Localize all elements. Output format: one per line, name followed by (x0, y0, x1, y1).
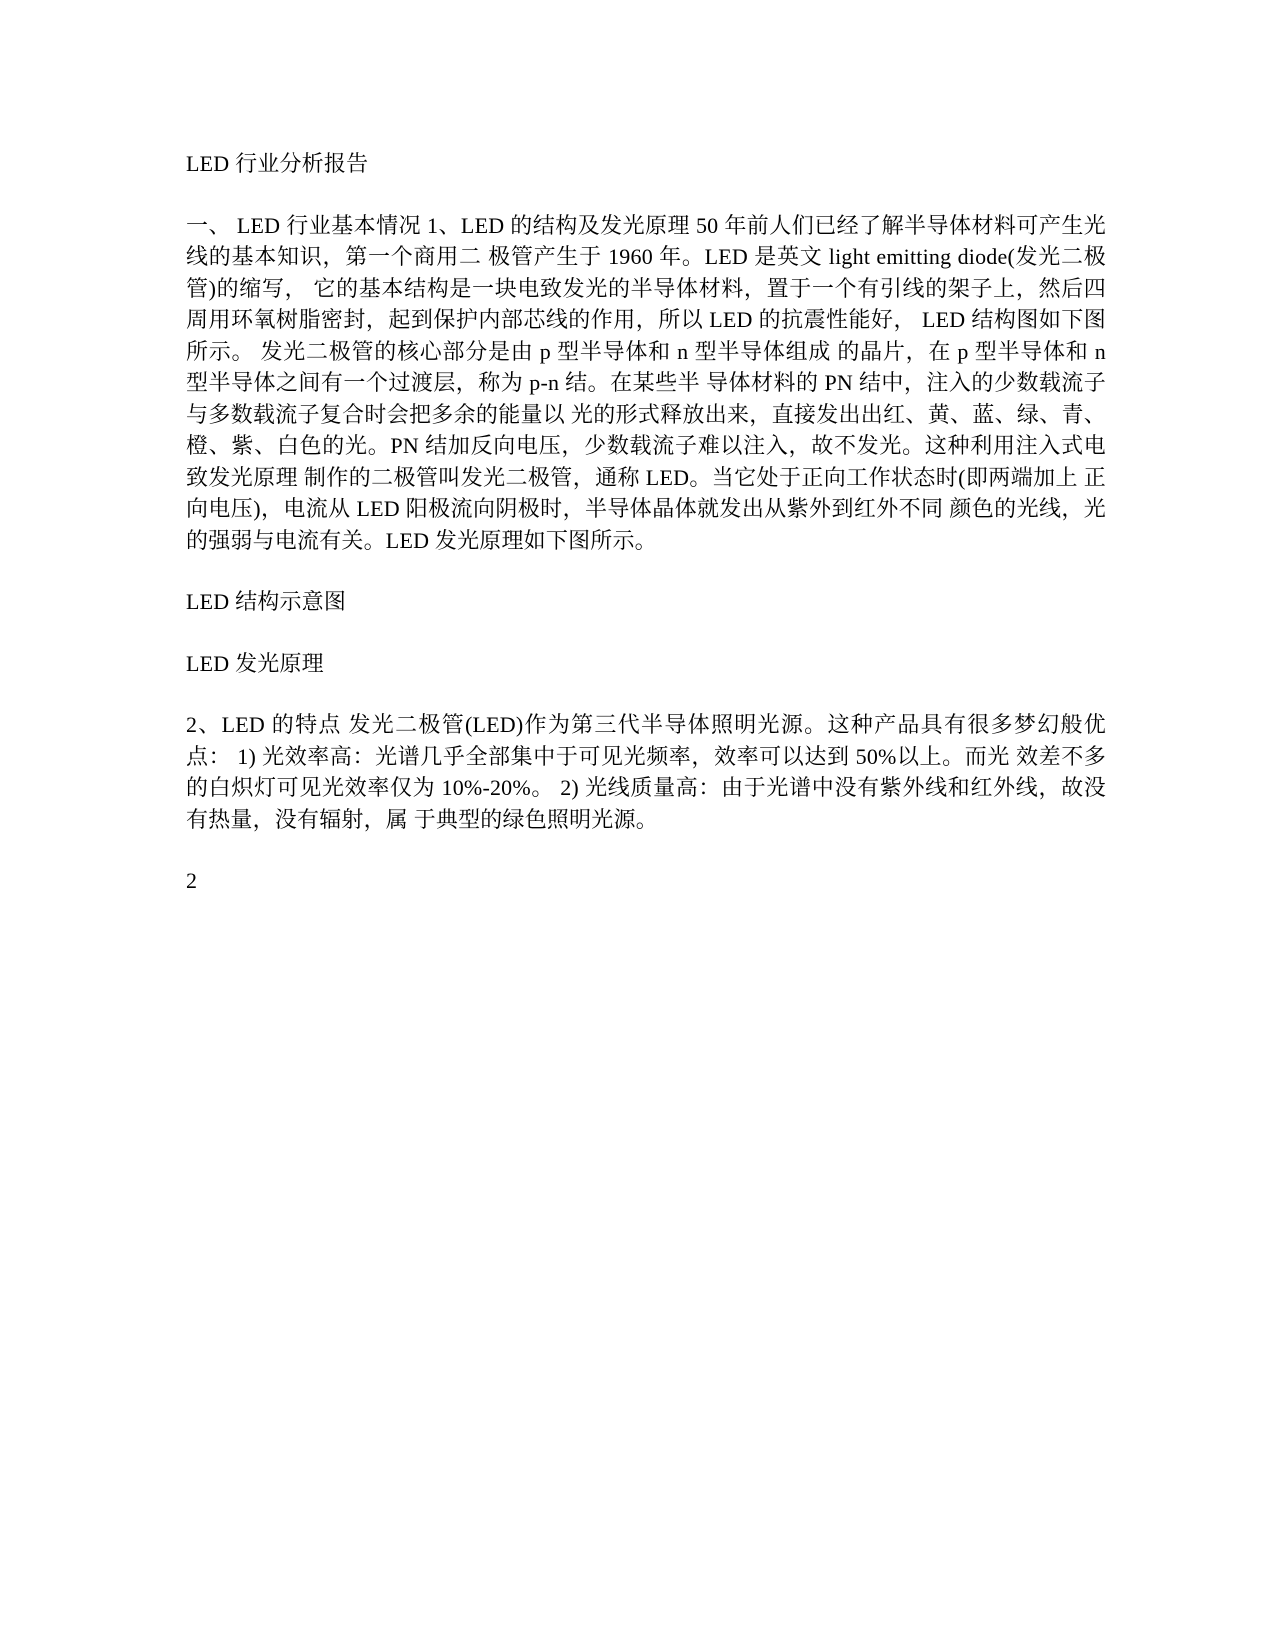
page-number: 2 (186, 868, 198, 893)
paragraph-led-basics: 一、 LED 行业基本情况 1、LED 的结构及发光原理 50 年前人们已经了解半导体材料可产生光线的基本知识，第一个商用二 极管产生于 1960 年。LED 是英文 light emitting diode(发光二极管)的缩写， 它的基本结构是一块电致发光的半导体材料，置于一个有引线的架子上，然后四 周用环氧树脂密封，起到保护内部芯线的作用，所以 LED 的抗震性能好， LED 结构图如下图所示。 发光二极管的核心部分是由 p 型半导体和 n 型半导体组成 的晶片，在 p 型半导体和 n 型半导体之间有一个过渡层，称为 p-n 结。在某些半 导体材料的 PN 结中，注入的少数载流子与多数载流子复合时会把多余的能量以 光的形式释放出来，直接发出出红、黄、蓝、绿、青、橙、紫、白色的光。PN 结加反向电压，少数载流子难以注入，故不发光。这种利用注入式电致发光原理 制作的二极管叫发光二极管，通称 LED。当它处于正向工作状态时(即两端加上 正向电压)，电流从 LED 阳极流向阴极时，半导体晶体就发出从紫外到红外不同 颜色的光线，光的强弱与电流有关。LED 发光原理如下图所示。 (186, 212, 1106, 553)
document-body (186, 148, 1106, 927)
paragraph-led-features: 2、LED 的特点 发光二极管(LED)作为第三代半导体照明光源。这种产品具有很多梦幻般优点： 1) 光效率高：光谱几乎全部集中于可见光频率，效率可以达到 50%以上。而光 效差不多的白炽灯可见光效率仅为 10%-20%。 2) 光线质量高：由于光谱中没有紫外线和红外线，故没有热量，没有辐射，属 于典型的绿色照明光源。 (186, 712, 1106, 832)
caption-led-principle: LED 发光原理 (186, 650, 324, 676)
caption-led-structure: LED 结构示意图 (186, 589, 347, 614)
document-title: LED 行业分析报告 (186, 151, 369, 176)
